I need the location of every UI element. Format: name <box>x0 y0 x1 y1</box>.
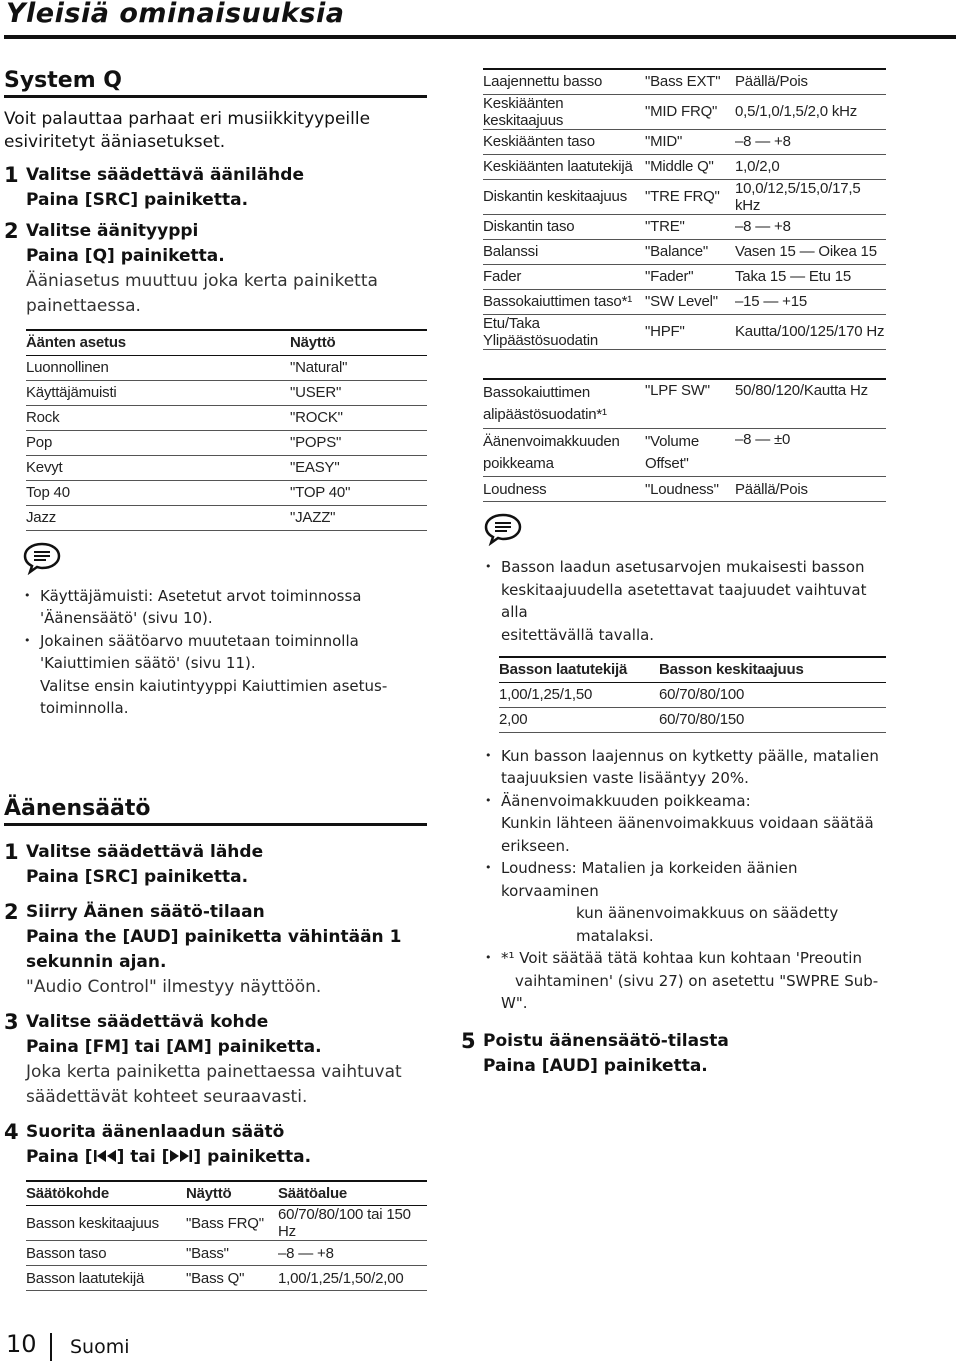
table-header: Basson laatutekijä <box>499 657 659 682</box>
table-header: Säätökohde <box>26 1181 186 1206</box>
step-heading: Valitse äänityyppi <box>26 221 199 241</box>
table-header: Basson keskitaajuus <box>659 657 886 682</box>
bass-quality-note <box>483 556 886 646</box>
table-header: Säätöalue <box>278 1181 427 1206</box>
step-subheading: Paina [Q] painiketta. <box>26 246 225 266</box>
step-number: 2 <box>4 899 19 924</box>
step-subheading: sekunnin ajan. <box>26 951 167 972</box>
table-row: Etu/Taka Ylipäästösuodatin "HPF" Kautta/100/125/170 Hz <box>483 314 885 349</box>
note-item: • Äänenvoimakkuuden poikkeama: Kunkin lähteen äänenvoimakkuus voidaan säätää erikseen. <box>483 790 886 858</box>
table-header: Näyttö <box>186 1181 278 1206</box>
table-row: Rock "ROCK" <box>26 405 427 430</box>
system-q-step-2 <box>4 219 427 319</box>
adjustment-notes <box>483 745 886 1015</box>
step-heading: Poistu äänensäätö-tilasta <box>483 1030 729 1051</box>
table-row: Top 40 "TOP 40" <box>26 480 427 505</box>
step-number: 2 <box>4 219 19 243</box>
step-subheading: Paina [FM] tai [AM] painiketta. <box>26 1036 322 1057</box>
left-column <box>4 68 427 1291</box>
adjustment-table-extra <box>483 378 886 503</box>
step-subheading: Paina [SRC] painiketta. <box>26 190 249 210</box>
next-track-icon <box>169 1149 193 1163</box>
note-item: • Kun basson laajennus on kytketty päälle, matalien taajuuksien vaste lisääntyy 20%. <box>483 745 886 790</box>
table-row: Diskantin keskitaajuus "TRE FRQ" 10,0/12,5/15,0/17,5 kHz <box>483 179 886 214</box>
table-header: Näyttö <box>290 330 427 355</box>
step-heading: Siirry Äänen säätö-tilaan <box>26 901 265 922</box>
table-row: Pop "POPS" <box>26 430 427 455</box>
step-heading: Valitse säädettävä kohde <box>26 1011 269 1032</box>
system-q-notes <box>22 585 427 720</box>
step-subheading: Paina the [AUD] painiketta vähintään 1 <box>26 926 402 947</box>
table-row: Fader "Fader" Taka 15 — Etu 15 <box>483 264 886 289</box>
note-item: • Jokainen säätöarvo muutetaan toiminnolla 'Kaiuttimien säätö' (sivu 11). Valitse ensin kaiutintyyppi Kaiuttimien asetus- toiminnolla. <box>22 630 427 720</box>
right-column <box>461 68 886 1079</box>
note-bubble-icon <box>22 541 62 575</box>
header-rule <box>4 35 956 39</box>
table-row: Basson keskitaajuus "Bass FRQ" 60/70/80/100 tai 150 Hz <box>26 1206 427 1241</box>
step-subheading: Paina [ ] tai [ ] painiketta. <box>26 1146 312 1167</box>
table-row: Basson laatutekijä "Bass Q" 1,00/1,25/1,50/2,00 <box>26 1266 427 1291</box>
step-number: 3 <box>4 1009 19 1034</box>
step-text: säädettävät kohteet seuraavasti. <box>26 1086 308 1107</box>
step-text: Ääniasetus muuttuu joka kerta painiketta painettaessa. <box>26 271 378 316</box>
step-subheading: Paina [AUD] painiketta. <box>483 1055 708 1076</box>
note-item: • Käyttäjämuisti: Asetetut arvot toiminnossa 'Äänensäätö' (sivu 10). <box>22 585 427 630</box>
note-item: • Basson laadun asetusarvojen mukaisesti basson keskitaajuudella asetettavat taajuudet vaihtuvat alla esitettävällä tavalla. <box>483 556 886 646</box>
table-row: Keskiäänten keskitaajuus "MID FRQ" 0,5/1,0/1,5/2,0 kHz <box>483 94 886 129</box>
table-row: 2,00 60/70/80/150 <box>499 707 886 732</box>
note-item: • Loudness: Matalien ja korkeiden äänien korvaaminen kun äänenvoimakkuus on säädetty matalaksi. <box>483 857 886 947</box>
footer-language: Suomi <box>70 1336 130 1358</box>
step-heading: Suorita äänenlaadun säätö <box>26 1121 285 1142</box>
step-number: 4 <box>4 1119 19 1144</box>
table-header: Äänten asetus <box>26 330 290 355</box>
step-number: 5 <box>461 1028 476 1053</box>
table-row: Jazz "JAZZ" <box>26 505 427 530</box>
aanensaato-step-4 <box>4 1120 427 1170</box>
table-row: Loudness "Loudness" Päällä/Pois <box>483 477 886 502</box>
table-row: 1,00/1,25/1,50 60/70/80/100 <box>499 682 886 707</box>
previous-track-icon <box>93 1149 117 1163</box>
table-row: Basson taso "Bass" –8 — +8 <box>26 1241 427 1266</box>
step-number: 1 <box>4 839 19 864</box>
step-subheading: Paina [SRC] painiketta. <box>26 866 249 887</box>
note-bubble-icon <box>483 512 523 546</box>
system-q-title: System Q <box>4 68 427 98</box>
table-row: Bassokaiuttimen taso*¹ "SW Level" –15 — +15 <box>483 289 886 314</box>
table-row: Käyttäjämuisti "USER" <box>26 380 427 405</box>
table-row: Balanssi "Balance" Vasen 15 — Oikea 15 <box>483 239 886 264</box>
table-row: Keskiäänten taso "MID" –8 — +8 <box>483 129 886 154</box>
step-number: 1 <box>4 163 19 187</box>
sound-presets-table <box>26 329 427 531</box>
page-header-title: Yleisiä ominaisuuksia <box>6 0 345 29</box>
table-row: Kevyt "EASY" <box>26 455 427 480</box>
bass-frequency-table <box>499 656 886 733</box>
page-number: 10 <box>6 1330 37 1358</box>
table-row: Laajennettu basso "Bass EXT" Päällä/Pois <box>483 69 886 94</box>
adjustment-table <box>26 1180 427 1292</box>
step-heading: Valitse säädettävä lähde <box>26 841 264 862</box>
system-q-step-1 <box>4 163 427 213</box>
table-row: Diskantin taso "TRE" –8 — +8 <box>483 214 886 239</box>
step-text: "Audio Control" ilmestyy näyttöön. <box>26 976 322 997</box>
adjustment-table-continued <box>483 68 886 350</box>
aanensaato-step-2 <box>4 900 427 1000</box>
table-row: Luonnollinen "Natural" <box>26 355 427 380</box>
table-row: Bassokaiuttimen alipäästösuodatin*¹ "LPF SW" 50/80/120/Kautta Hz <box>483 379 886 429</box>
aanensaato-step-5 <box>461 1029 886 1079</box>
aanensaato-step-3 <box>4 1010 427 1110</box>
footer-divider <box>50 1333 52 1361</box>
note-item: • *¹ Voit säätää tätä kohtaa kun kohtaan 'Preoutin vaihtaminen' (sivu 27) on asetettu "SWPRE Sub-W". <box>483 947 886 1015</box>
table-row: Keskiäänten laatutekijä "Middle Q" 1,0/2,0 <box>483 154 886 179</box>
aanensaato-title: Äänensäätö <box>4 796 427 826</box>
aanensaato-step-1 <box>4 840 427 890</box>
step-text: Joka kerta painiketta painettaessa vaihtuvat <box>26 1061 402 1082</box>
table-row: Äänenvoimakkuuden poikkeama "Volume Offset" –8 — ±0 <box>483 429 886 477</box>
system-q-intro: Voit palauttaa parhaat eri musiikkityypeille esiviritetyt ääniasetukset. <box>4 109 371 152</box>
step-heading: Valitse säädettävä äänilähde <box>26 165 304 185</box>
